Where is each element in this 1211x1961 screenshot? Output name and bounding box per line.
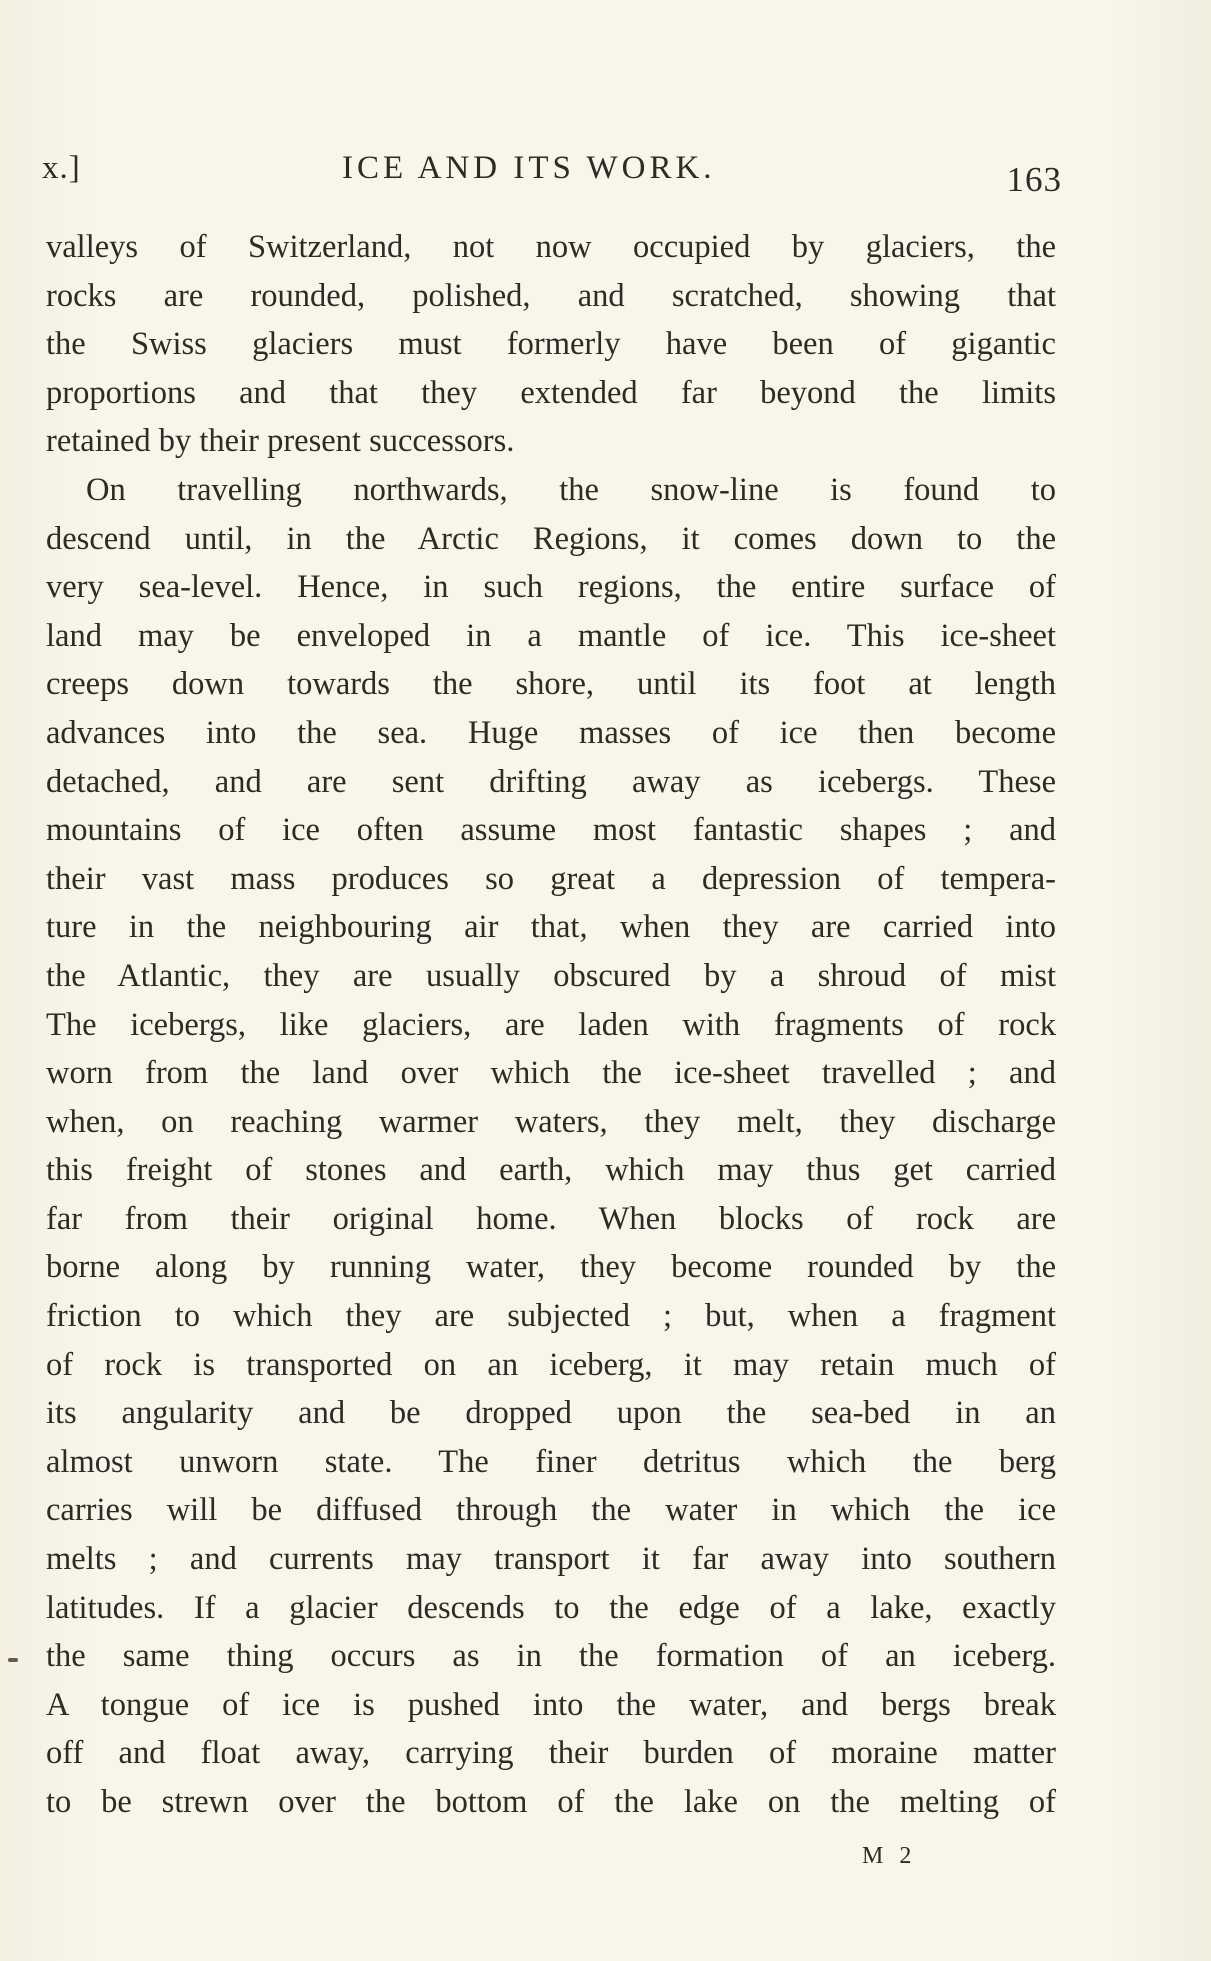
text-line: land may be enveloped in a mantle of ice. This ice-sheet — [46, 617, 1056, 654]
text-line: almost unworn state. The finer detritus which the berg — [46, 1443, 1056, 1480]
text-line: worn from the land over which the ice-sheet travelled ; and — [46, 1055, 1056, 1092]
text-line: latitudes. If a glacier descends to the edge of a lake, exactly — [46, 1589, 1056, 1626]
text-line: ture in the neighbouring air that, when they are carried into — [46, 909, 1056, 946]
text-line: the same thing occurs as in the formation of an iceberg. — [46, 1638, 1056, 1675]
text-line: the Atlantic, they are usually obscured by a shroud of mist — [46, 957, 1056, 994]
text-line: detached, and are sent drifting away as icebergs. These — [46, 763, 1056, 800]
text-line: its angularity and be dropped upon the sea-bed in an — [46, 1395, 1056, 1432]
text-line: of rock is transported on an iceberg, it may retain much of — [46, 1346, 1056, 1383]
text-line: advances into the sea. Huge masses of ice then become — [46, 714, 1056, 751]
text-line: when, on reaching warmer waters, they melt, they discharge — [46, 1103, 1056, 1140]
text-line: proportions and that they extended far beyond the limits — [46, 374, 1056, 411]
text-line: valleys of Switzerland, not now occupied by glaciers, the — [46, 229, 1056, 265]
text-line: borne along by running water, they become rounded by the — [46, 1249, 1056, 1286]
text-line: melts ; and currents may transport it far away into southern — [46, 1541, 1056, 1578]
text-line: retained by their present successors. — [46, 423, 515, 460]
text-line: descend until, in the Arctic Regions, it comes down to the — [46, 520, 1056, 557]
text-line: the Swiss glaciers must formerly have been of gigantic — [46, 326, 1056, 363]
text-line: creeps down towards the shore, until its foot at length — [46, 666, 1056, 703]
text-line: friction to which they are subjected ; but, when a fragment — [46, 1298, 1056, 1335]
text-line: The icebergs, like glaciers, are laden with fragments of rock — [46, 1006, 1056, 1043]
paragraph-start-line: On travelling northwards, the snow-line is found to — [86, 471, 1056, 508]
chapter-number: x.] — [42, 150, 81, 186]
text-line: A tongue of ice is pushed into the water, and bergs break — [46, 1686, 1056, 1723]
text-line: their vast mass produces so great a depression of tempera- — [46, 860, 1056, 897]
text-line: very sea-level. Hence, in such regions, the entire surface of — [46, 569, 1056, 606]
margin-mark — [8, 1658, 18, 1662]
text-line: mountains of ice often assume most fantastic shapes ; and — [46, 812, 1056, 849]
text-line: carries will be diffused through the water in which the ice — [46, 1492, 1056, 1529]
running-header — [42, 150, 1062, 202]
text-line: far from their original home. When blocks of rock are — [46, 1200, 1056, 1237]
page-number: 163 — [1006, 160, 1062, 199]
text-line: rocks are rounded, polished, and scratched, showing that — [46, 277, 1056, 314]
running-title: ICE AND ITS WORK. — [342, 150, 716, 186]
text-line: this freight of stones and earth, which may thus get carried — [46, 1152, 1056, 1189]
signature-mark: M 2 — [862, 1843, 917, 1869]
text-line: to be strewn over the bottom of the lake on the melting of — [46, 1784, 1056, 1820]
body-text — [46, 223, 1056, 1827]
text-line: off and float away, carrying their burden of moraine matter — [46, 1735, 1056, 1772]
